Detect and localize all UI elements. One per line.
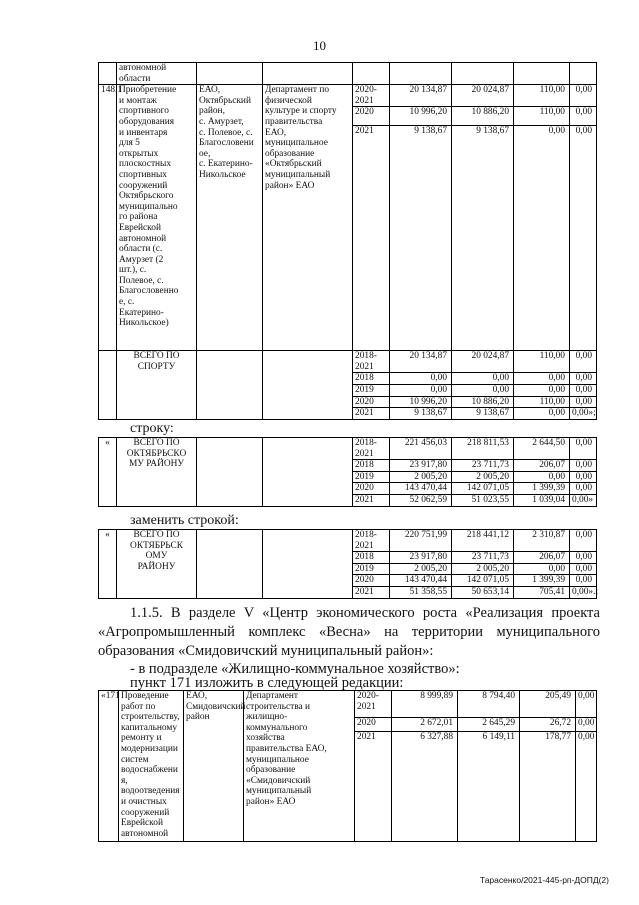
table-row — [99, 85, 597, 107]
year-cell: 2018 — [353, 460, 390, 472]
value-federal: 8 794,40 — [458, 691, 520, 718]
value-federal: 9 138,67 — [452, 408, 514, 420]
district-total-new-table — [98, 529, 597, 599]
value-local: 0,00 — [570, 107, 597, 126]
value-local: 0,00 — [570, 373, 597, 385]
value-local: 0,00 — [570, 530, 597, 552]
value-regional: 206,07 — [514, 552, 570, 564]
year-cell: 2019 — [353, 471, 390, 483]
value-federal: 2 005,20 — [452, 563, 514, 575]
page-number: 10 — [313, 38, 326, 53]
value-local: 0,00 — [570, 471, 597, 483]
year-cell: 2018- 2021 — [353, 530, 390, 552]
year-cell: 2020 — [353, 483, 390, 495]
value-federal: 51 023,55 — [452, 494, 514, 506]
value-total: 9 138,67 — [390, 126, 452, 351]
value-regional: 1 399,39 — [514, 483, 570, 495]
value-regional: 110,00 — [514, 107, 570, 126]
paragraph-1-1-5: 1.1.5. В разделе V «Центр экономического роста «Реализация проекта «Агропромышленный комплекс «Весна» на территории муниципального образования «Смидовичский муниципальный район»: — [98, 605, 600, 659]
value-total: 20 134,87 — [390, 85, 452, 107]
value-regional: 1 399,39 — [514, 575, 570, 587]
value-total: 2 005,20 — [390, 471, 452, 483]
value-regional: 178,77 — [520, 732, 576, 842]
program-table-sport — [98, 62, 597, 420]
year-cell: 2020 — [355, 717, 392, 731]
activity-name: Проведение работ по строительству, капитальному ремонту и модернизации систем водоснабжени я, водоотведения и очистных сооружений Еврейской автономной — [119, 691, 184, 842]
value-total: 20 134,87 — [390, 351, 452, 373]
value-local: 0,00 — [576, 691, 597, 718]
value-total: 143 470,44 — [390, 575, 452, 587]
value-regional: 705,41 — [514, 586, 570, 598]
year-cell: 2021 — [353, 586, 390, 598]
year-cell: 2020- 2021 — [353, 85, 390, 107]
continuation-text: автономной области — [117, 63, 197, 85]
value-federal: 218 441,12 — [452, 530, 514, 552]
value-local: 0,00 — [576, 732, 597, 842]
responsible-body: Департамент по физической культуре и спорту правительства ЕАО, муниципальное образование «Октябрьский муниципальный район» ЕАО — [263, 85, 353, 351]
year-cell: 2021 — [353, 408, 390, 420]
value-local: 0,00 — [570, 351, 597, 373]
value-local: 0,00».; — [570, 586, 597, 598]
value-local: 0,00 — [576, 717, 597, 731]
year-cell: 2020 — [353, 107, 390, 126]
value-federal: 218 811,53 — [452, 438, 514, 460]
value-local: 0,00» — [570, 494, 597, 506]
value-local: 0,00 — [570, 85, 597, 107]
label-replace: заменить строкой: — [130, 513, 239, 528]
value-total: 0,00 — [390, 384, 452, 396]
value-total: 23 917,80 — [390, 460, 452, 472]
total-sport-label: ВСЕГО ПО СПОРТУ — [117, 351, 197, 420]
value-federal: 10 886,20 — [452, 396, 514, 408]
value-federal: 2 005,20 — [452, 471, 514, 483]
value-local: 0,00 — [570, 460, 597, 472]
value-total: 9 138,67 — [390, 408, 452, 420]
value-total: 10 996,20 — [390, 396, 452, 408]
value-local: 0,00 — [570, 552, 597, 564]
value-local: 0,00 — [570, 563, 597, 575]
row-number: «171 — [99, 691, 119, 842]
value-regional: 110,00 — [514, 351, 570, 373]
year-cell: 2020- 2021 — [355, 691, 392, 718]
year-cell: 2021 — [353, 494, 390, 506]
value-federal: 0,00 — [452, 373, 514, 385]
value-local: 0,00 — [570, 575, 597, 587]
value-total: 52 062,59 — [390, 494, 452, 506]
value-total: 220 751,99 — [390, 530, 452, 552]
value-local: 0,00 — [570, 396, 597, 408]
subsection-line: - в подразделе «Жилищно-коммунальное хозяйство»: — [130, 661, 460, 677]
value-total: 23 917,80 — [390, 552, 452, 564]
value-regional: 0,00 — [514, 563, 570, 575]
value-federal: 9 138,67 — [452, 126, 514, 351]
district-total-old-table — [98, 437, 597, 507]
value-total: 221 456,03 — [390, 438, 452, 460]
value-local: 0,00 — [570, 483, 597, 495]
value-regional: 2 310,87 — [514, 530, 570, 552]
value-federal: 50 653,14 — [452, 586, 514, 598]
table-row — [99, 530, 597, 552]
table-row — [99, 351, 597, 373]
quote-mark: « — [99, 438, 117, 507]
value-local: 0,00 — [570, 126, 597, 351]
value-total: 2 672,01 — [392, 717, 458, 731]
value-total: 10 996,20 — [390, 107, 452, 126]
year-cell: 2020 — [353, 575, 390, 587]
quote-mark: « — [99, 530, 117, 599]
year-cell: 2021 — [353, 126, 390, 351]
value-total: 2 005,20 — [390, 563, 452, 575]
row-number: 148.1 — [99, 85, 117, 351]
value-regional: 26,72 — [520, 717, 576, 731]
activity-place: ЕАО, Октябрьский район, с. Амурзет, с. Полевое, с. Благословени ое, с. Екатерино- Никольское — [197, 85, 263, 351]
year-cell: 2021 — [355, 732, 392, 842]
value-total: 6 327,88 — [392, 732, 458, 842]
point-line: пункт 171 изложить в следующей редакции: — [130, 675, 404, 691]
value-regional: 0,00 — [514, 373, 570, 385]
value-local: 0,00 — [570, 438, 597, 460]
value-local: 0,00 — [570, 384, 597, 396]
value-regional: 206,07 — [514, 460, 570, 472]
value-total: 143 470,44 — [390, 483, 452, 495]
district-total-label: ВСЕГО ПО ОКТЯБРЬСК ОМУ РАЙОНУ — [117, 530, 197, 599]
activity-place: ЕАО, Смидовичский район — [184, 691, 244, 842]
district-total-label: ВСЕГО ПО ОКТЯБРЬСКО МУ РАЙОНУ — [117, 438, 197, 507]
value-regional: 0,00 — [514, 408, 570, 420]
value-total: 0,00 — [390, 373, 452, 385]
value-regional: 1 039,04 — [514, 494, 570, 506]
table-row — [99, 691, 597, 718]
year-cell: 2018- 2021 — [353, 351, 390, 373]
program-table-housing — [98, 690, 597, 842]
year-cell: 2020 — [353, 396, 390, 408]
value-regional: 205,49 — [520, 691, 576, 718]
value-total: 51 358,55 — [390, 586, 452, 598]
value-federal: 23 711,73 — [452, 460, 514, 472]
activity-name: Приобретение и монтаж спортивного оборудования и инвентаря для 5 открытых плоскостных спортивных сооружений Октябрьского муниципально го района Еврейской автономной области (с. Амурзет (2 шт.), с. Полевое, с. Благословенно е, с. Екатерино- Никольское) — [117, 85, 197, 351]
year-cell: 2019 — [353, 384, 390, 396]
table-row — [99, 438, 597, 460]
value-federal: 23 711,73 — [452, 552, 514, 564]
continuation-row — [99, 63, 597, 85]
year-cell: 2018 — [353, 373, 390, 385]
value-federal: 142 071,05 — [452, 575, 514, 587]
document-footer-code: Тарасенко/2021-445-рп-ДОПД(2) — [479, 875, 609, 885]
year-cell: 2018- 2021 — [353, 438, 390, 460]
value-federal: 20 024,87 — [452, 351, 514, 373]
value-federal: 2 645,29 — [458, 717, 520, 731]
year-cell: 2019 — [353, 563, 390, 575]
value-regional: 0,00 — [514, 471, 570, 483]
value-regional: 110,00 — [514, 396, 570, 408]
value-federal: 20 024,87 — [452, 85, 514, 107]
label-stroku: строку: — [130, 421, 174, 436]
year-cell: 2018 — [353, 552, 390, 564]
value-federal: 0,00 — [452, 384, 514, 396]
value-regional: 110,00 — [514, 85, 570, 107]
value-federal: 142 071,05 — [452, 483, 514, 495]
value-regional: 2 644,50 — [514, 438, 570, 460]
value-local: 0,00»; — [570, 408, 597, 420]
value-regional: 0,00 — [514, 126, 570, 351]
value-federal: 10 886,20 — [452, 107, 514, 126]
value-federal: 6 149,11 — [458, 732, 520, 842]
responsible-body: Департамент строительства и жилищно- коммунального хозяйства правительства ЕАО, муниципальное образование «Смидовичский муниципальный район» ЕАО — [244, 691, 355, 842]
value-regional: 0,00 — [514, 384, 570, 396]
value-total: 8 999,89 — [392, 691, 458, 718]
